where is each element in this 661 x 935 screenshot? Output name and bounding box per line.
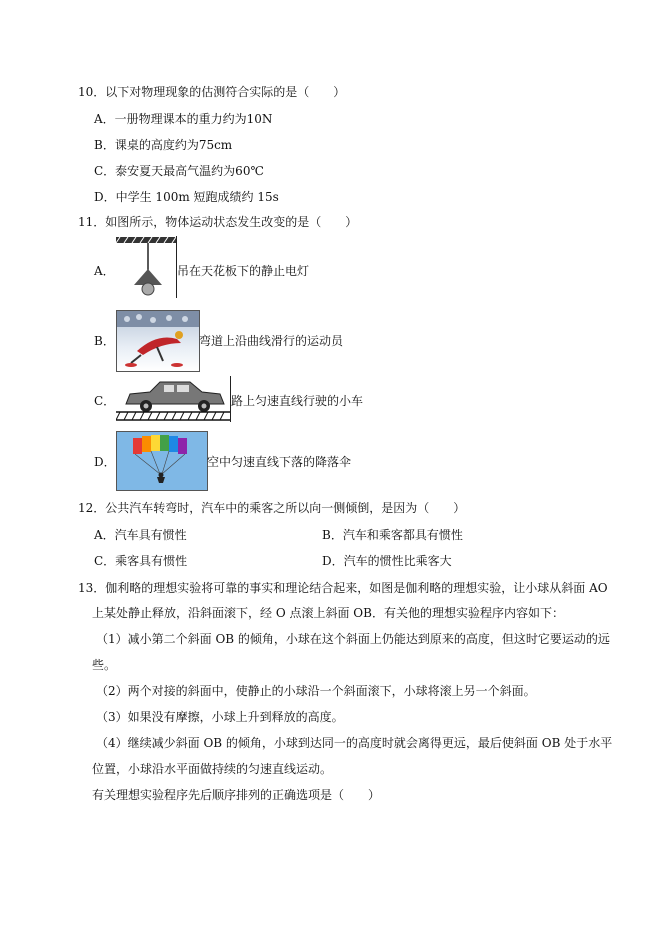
q13-prompt: 有关理想实验程序先后顺序排列的正确选项是（ ） <box>92 788 381 802</box>
q13-item-2: （2）两个对接的斜面中，使静止的小球沿一个斜面滚下，小球将滚上另一个斜面。 <box>96 684 536 698</box>
q11-option-d-caption: 空中匀速直线下落的降落伞 <box>207 455 352 469</box>
car-icon <box>116 376 230 422</box>
q12-option-b: B．汽车和乘客都具有惯性 <box>322 528 463 542</box>
q11-option-d-letter: D． <box>94 455 116 469</box>
q13-stem-line1: 13．伽利略的理想实验将可靠的事实和理论结合起来，如图是伽利略的理想实验，让小球从斜面 AO <box>78 581 608 595</box>
q13-stem-line2: 上某处静止释放，沿斜面滚下，经 O 点滚上斜面 OB．有关他的理想实验程序内容如下： <box>92 606 564 620</box>
q11-option-c-caption: 路上匀速直线行驶的小车 <box>231 394 364 408</box>
speed-skater-icon <box>116 310 200 372</box>
q12-option-a: A．汽车具有惯性 <box>94 528 187 542</box>
q13-item-4-cont: 位置，小球沿水平面做持续的匀速直线运动。 <box>92 762 333 776</box>
q12-option-d: D．汽车的惯性比乘客大 <box>322 554 452 568</box>
q10-stem: 10．以下对物理现象的估测符合实际的是（ ） <box>78 85 346 99</box>
hanging-lamp-icon <box>116 237 176 299</box>
q11-stem: 11．如图所示，物体运动状态发生改变的是（ ） <box>78 215 358 229</box>
q11-option-c-letter: C． <box>94 394 116 408</box>
q11-option-a-caption: 吊在天花板下的静止电灯 <box>177 264 310 278</box>
parachute-icon <box>116 431 208 491</box>
q11-option-b-caption: 弯道上沿曲线滑行的运动员 <box>199 334 344 348</box>
q10-option-b: B．课桌的高度约为75cm <box>94 138 233 152</box>
q12-stem: 12．公共汽车转弯时，汽车中的乘客之所以向一侧倾倒，是因为（ ） <box>78 501 466 515</box>
q13-item-3: （3）如果没有摩擦，小球上升到释放的高度。 <box>96 710 344 724</box>
q10-option-c: C．泰安夏天最高气温约为60℃ <box>94 164 264 178</box>
q13-item-1-cont: 些。 <box>92 658 117 672</box>
q12-option-c: C．乘客具有惯性 <box>94 554 188 568</box>
q10-option-d: D．中学生 100m 短跑成绩约 15s <box>94 190 279 204</box>
q11-option-a-letter: A． <box>94 264 115 278</box>
q13-item-1: （1）减小第二个斜面 OB 的倾角，小球在这个斜面上仍能达到原来的高度，但这时它要运动的远 <box>96 632 610 646</box>
q10-option-a: A．一册物理课本的重力约为10N <box>94 112 273 126</box>
q13-item-4: （4）继续减少斜面 OB 的倾角，小球到达同一的高度时就会离得更远，最后使斜面 OB 处于水平 <box>96 736 613 750</box>
q11-option-b-letter: B． <box>94 334 115 348</box>
